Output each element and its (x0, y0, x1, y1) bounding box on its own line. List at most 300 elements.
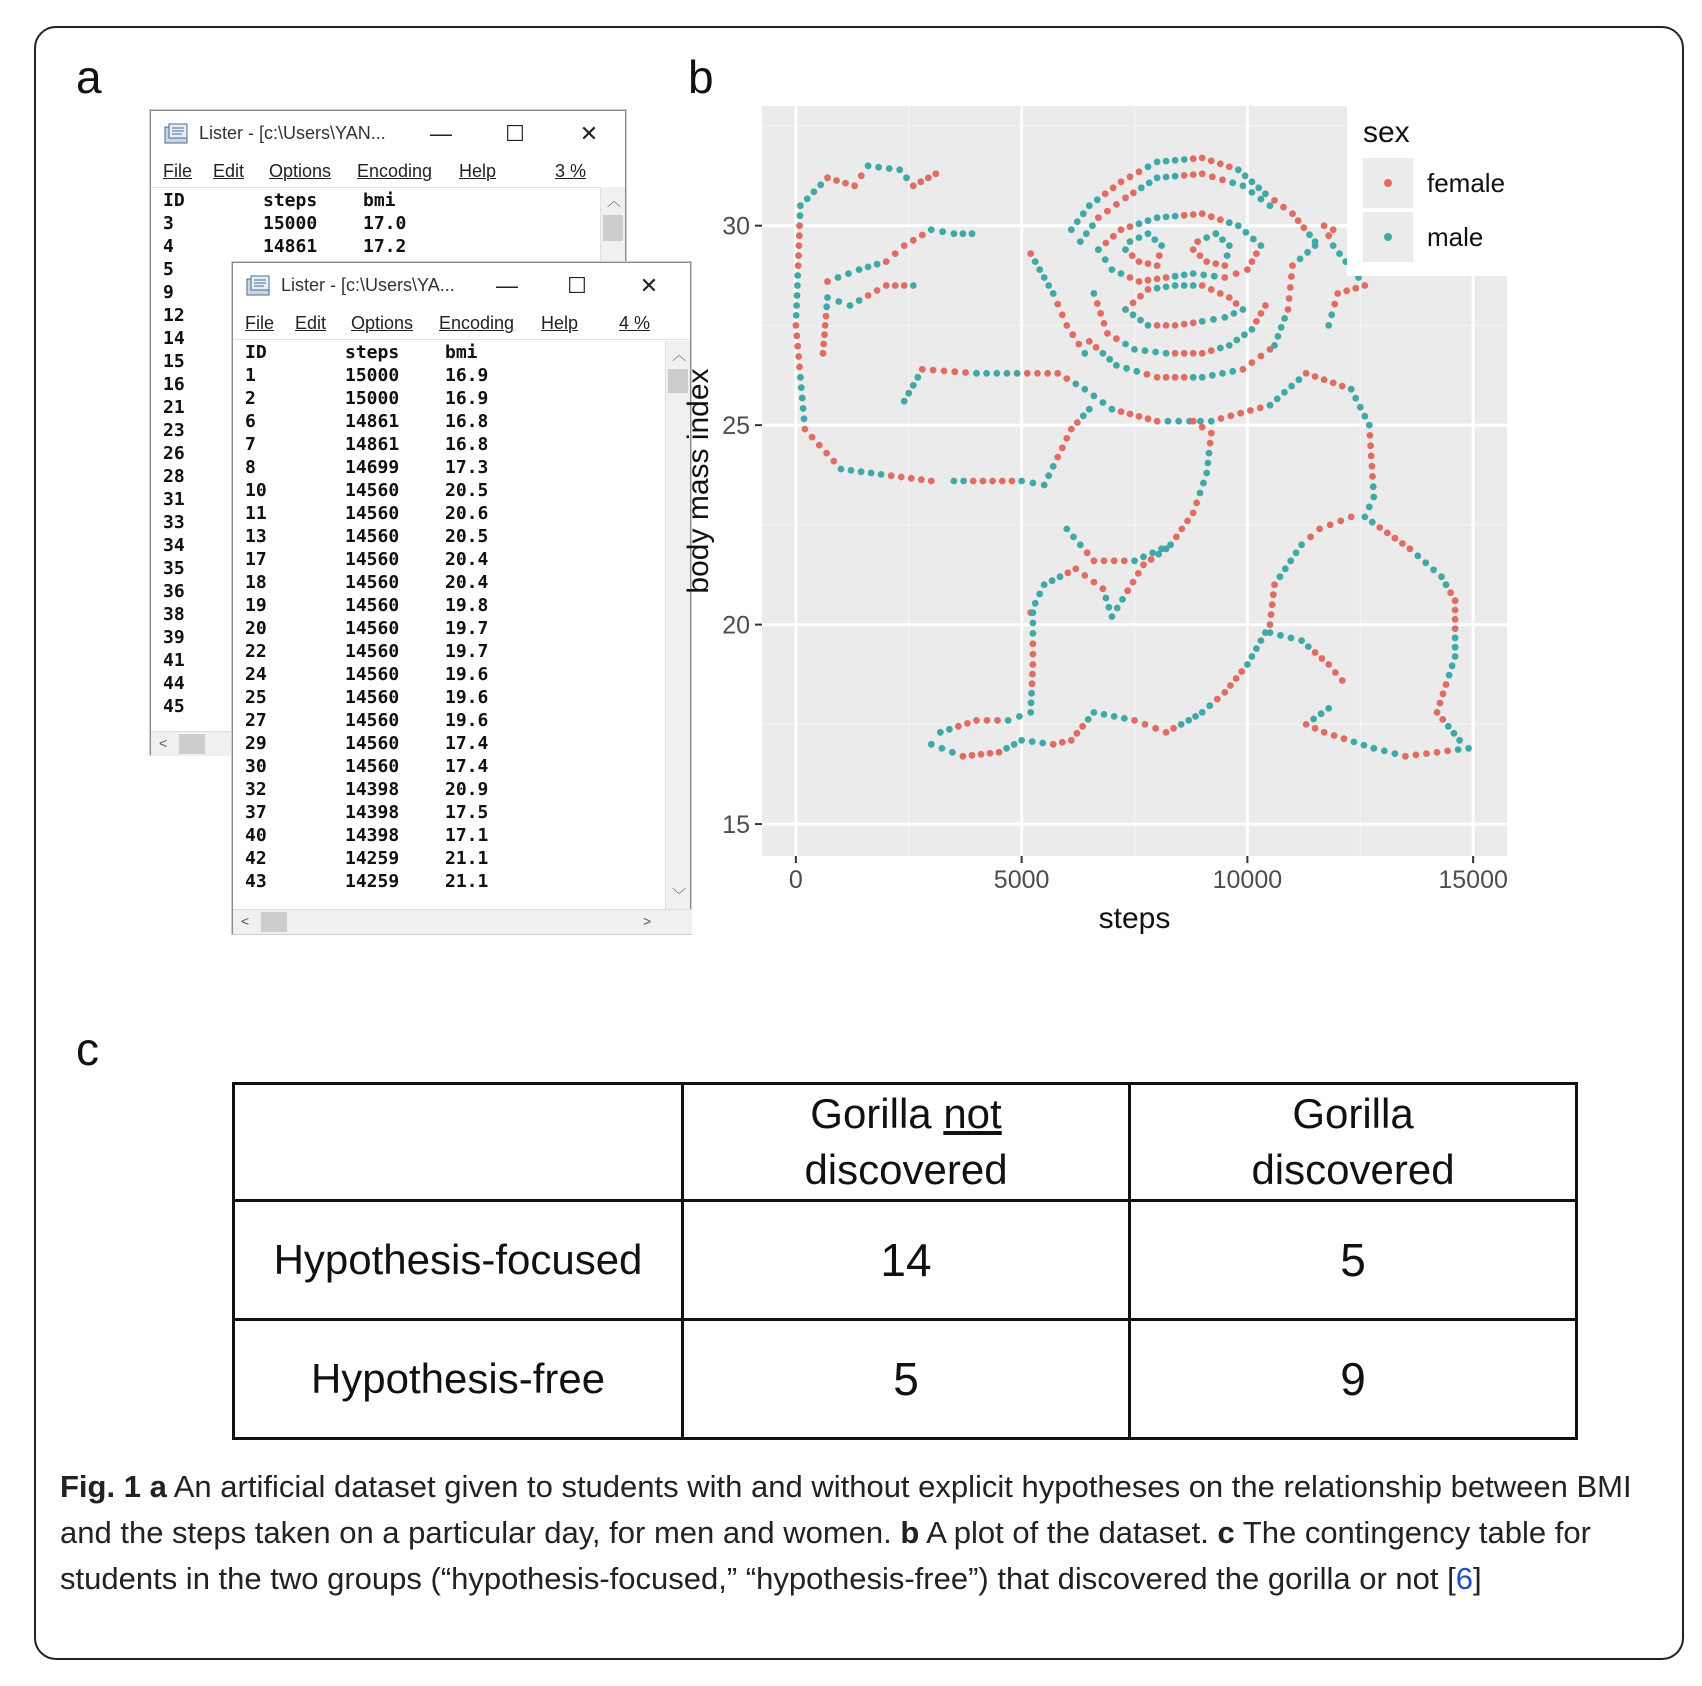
data-point (1158, 242, 1165, 249)
hscroll-thumb[interactable] (179, 734, 205, 754)
data-point (1370, 745, 1377, 752)
data-point (1004, 370, 1011, 377)
data-point (1124, 587, 1131, 594)
data-point (1361, 413, 1368, 420)
data-point (1384, 530, 1391, 537)
data-point (1127, 223, 1134, 230)
data-point (994, 717, 1001, 724)
cell-id: 6 (245, 411, 256, 432)
data-point (1212, 260, 1219, 267)
data-point (1110, 184, 1117, 191)
data-point (1122, 341, 1129, 348)
data-point (1306, 231, 1313, 238)
data-point (1376, 524, 1383, 531)
caption-label-b: b (900, 1515, 920, 1550)
data-point (1172, 173, 1179, 180)
data-point (1243, 229, 1250, 236)
data-point (1275, 333, 1282, 340)
data-point (809, 434, 816, 441)
data-point (1190, 155, 1197, 162)
data-point (1145, 322, 1152, 329)
data-point (1009, 478, 1016, 485)
data-point (1258, 196, 1265, 203)
data-point (905, 390, 912, 397)
data-point (917, 178, 924, 185)
legend-title: sex (1363, 116, 1410, 149)
data-point (1325, 322, 1332, 329)
col-bmi-header: bmi (363, 190, 396, 211)
data-point (793, 332, 800, 339)
data-point (1224, 252, 1231, 259)
hscroll-thumb[interactable] (261, 912, 287, 932)
cell-id: 19 (245, 595, 267, 616)
data-point (1154, 418, 1161, 425)
data-point (842, 180, 849, 187)
scroll-left-icon[interactable]: < (159, 735, 168, 751)
data-point (1095, 246, 1102, 253)
data-point (1163, 214, 1170, 221)
data-point (1392, 535, 1399, 542)
menu-edit[interactable]: Edit (295, 313, 327, 333)
data-point (1434, 749, 1441, 756)
col-header-not-discovered (683, 1084, 1130, 1201)
data-point (1018, 737, 1025, 744)
data-point (1100, 350, 1107, 357)
data-point (1287, 284, 1294, 291)
cell-id: 28 (163, 466, 185, 487)
data-point (1288, 383, 1295, 390)
data-point (1072, 381, 1079, 388)
cell-id: 33 (163, 512, 185, 533)
data-point (928, 741, 935, 748)
data-point (1197, 418, 1204, 425)
cell-steps: 14259 (345, 848, 400, 869)
minimize-icon[interactable]: — (496, 273, 518, 298)
cell-bmi: 19.6 (445, 687, 489, 708)
menu-file[interactable]: File (163, 161, 193, 181)
data-point (939, 228, 946, 235)
data-point (1361, 282, 1368, 289)
data-point (1101, 320, 1108, 327)
cell-bmi: 20.9 (445, 779, 489, 800)
data-point (1034, 370, 1041, 377)
data-point (1190, 270, 1197, 277)
data-point (1036, 591, 1043, 598)
data-point (1154, 322, 1161, 329)
data-point (794, 282, 801, 289)
data-point (1080, 412, 1087, 419)
data-point (1049, 577, 1056, 584)
cell-id: 41 (163, 650, 185, 671)
legend (1347, 106, 1511, 276)
data-point (845, 270, 852, 277)
data-point (1190, 350, 1197, 357)
cell-id: 20 (245, 618, 267, 639)
scatter-chart (682, 90, 1660, 1040)
data-point (824, 174, 831, 181)
data-point (1131, 557, 1138, 564)
data-point (1438, 573, 1445, 580)
maximize-icon[interactable]: ☐ (567, 273, 587, 298)
data-point (970, 478, 977, 485)
data-point (1203, 470, 1210, 477)
cell-id: 16 (163, 374, 185, 395)
cell-id: 13 (245, 526, 267, 547)
data-point (1208, 286, 1215, 293)
data-point (1298, 541, 1305, 548)
data-point (928, 226, 935, 233)
data-point (1219, 370, 1226, 377)
data-point (1233, 270, 1240, 277)
data-point (1235, 222, 1242, 229)
data-point (1113, 201, 1120, 208)
data-point (1172, 213, 1179, 220)
scroll-up-icon[interactable]: ︿ (607, 193, 621, 209)
data-point (1140, 553, 1147, 560)
scroll-right-icon[interactable]: > (643, 913, 652, 929)
data-point (796, 232, 803, 239)
data-point (1102, 256, 1109, 263)
data-point (883, 258, 890, 265)
data-point (1118, 226, 1125, 233)
cell-steps: 15000 (345, 365, 400, 386)
data-point (1086, 338, 1093, 345)
minimize-icon[interactable]: — (430, 121, 452, 146)
data-point (1074, 419, 1081, 426)
cell-bmi: 19.6 (445, 664, 489, 685)
data-point (1312, 373, 1319, 380)
data-point (1331, 732, 1338, 739)
data-point (987, 750, 994, 757)
cell-id: 1 (245, 365, 256, 386)
data-point (1028, 690, 1035, 697)
data-point (1229, 368, 1236, 375)
data-point (1199, 170, 1206, 177)
data-point (1102, 190, 1109, 197)
data-point (1316, 526, 1323, 533)
data-point (1233, 337, 1240, 344)
data-point (1127, 173, 1134, 180)
data-point (1111, 713, 1118, 720)
data-point (1130, 311, 1137, 318)
data-point (1154, 276, 1161, 283)
data-point (1154, 374, 1161, 381)
data-point (1286, 295, 1293, 302)
data-point (1211, 273, 1218, 280)
data-point (1452, 653, 1459, 660)
cell-id: 14 (163, 328, 185, 349)
cell-id: 8 (245, 457, 256, 478)
data-point (1163, 174, 1170, 181)
data-point (1190, 319, 1197, 326)
table-corner-cell (234, 1084, 683, 1201)
table-row (234, 1201, 1577, 1320)
menu-file[interactable]: File (245, 313, 275, 333)
caption-label-c: c (1217, 1515, 1235, 1550)
data-point (1343, 287, 1350, 294)
data-point (1226, 294, 1233, 301)
data-point (1278, 324, 1285, 331)
data-point (821, 331, 828, 338)
cell-steps: 14560 (345, 641, 400, 662)
data-point (1422, 559, 1429, 566)
cell-id: 34 (163, 535, 185, 556)
cell-id: 22 (245, 641, 267, 662)
menu-options[interactable]: Options (269, 161, 332, 181)
cell-bmi: 20.4 (445, 572, 489, 593)
data-point (1269, 601, 1276, 608)
data-point (1217, 345, 1224, 352)
data-point (800, 405, 807, 412)
data-point (1077, 541, 1084, 548)
data-point (796, 222, 803, 229)
data-point (1257, 405, 1264, 412)
data-point (1069, 331, 1076, 338)
menu-help[interactable]: Help (459, 161, 497, 181)
data-point (1130, 579, 1137, 586)
caption-reference-link[interactable]: 6 (1455, 1561, 1473, 1596)
data-point (1101, 711, 1108, 718)
cell-steps: 14560 (345, 572, 400, 593)
data-point (1253, 318, 1260, 325)
panel-label-a: a (76, 51, 102, 103)
data-point (1030, 609, 1037, 616)
cell-bmi: 20.4 (445, 549, 489, 570)
data-point (1130, 189, 1137, 196)
data-point (1095, 214, 1102, 221)
data-point (1029, 671, 1036, 678)
cell-id: 31 (163, 489, 185, 510)
data-point (1113, 362, 1120, 369)
data-point (1369, 463, 1376, 470)
data-point (1289, 210, 1296, 217)
data-point (1154, 174, 1161, 181)
cell-id: 42 (245, 848, 267, 869)
data-point (1086, 202, 1093, 209)
data-point (1250, 236, 1257, 243)
data-point (1122, 306, 1129, 313)
data-point (794, 292, 801, 299)
data-point (928, 478, 935, 485)
data-point (835, 298, 842, 305)
data-point (816, 442, 823, 449)
data-point (1122, 246, 1129, 253)
data-point (1330, 226, 1337, 233)
data-point (1113, 335, 1120, 342)
data-point (910, 182, 917, 189)
menu-encoding[interactable]: Encoding (439, 313, 515, 333)
data-point (1032, 600, 1039, 607)
data-point (1145, 277, 1152, 284)
cell-steps: 14861 (345, 411, 400, 432)
cell-steps: 15000 (263, 213, 318, 234)
menu-help[interactable]: Help (541, 313, 579, 333)
lister-window-front[interactable] (232, 262, 691, 934)
row-label: Hypothesis-free (234, 1320, 683, 1439)
data-point (1277, 573, 1284, 580)
data-point (1221, 262, 1228, 269)
cell-steps: 14560 (345, 549, 400, 570)
data-point (980, 478, 987, 485)
data-point (1445, 723, 1452, 730)
data-point (802, 426, 809, 433)
data-point (1298, 637, 1305, 644)
data-point (878, 471, 885, 478)
cell-bmi: 17.5 (445, 802, 489, 823)
data-point (1163, 322, 1170, 329)
caption-text-a: An artificial dataset given to students with and without explicit hypotheses on the relationship between BMI and the steps taken on a particular day, for men and women. (60, 1469, 1632, 1550)
data-point (1271, 197, 1278, 204)
data-point (1233, 675, 1240, 682)
data-point (1030, 630, 1037, 637)
data-point (1163, 274, 1170, 281)
menu-edit[interactable]: Edit (213, 161, 245, 181)
data-point (1089, 222, 1096, 229)
data-point (1327, 522, 1334, 529)
data-point (1258, 242, 1265, 249)
scroll-down-icon[interactable]: ﹀ (672, 887, 686, 903)
data-point (1351, 739, 1358, 746)
scroll-thumb[interactable] (603, 215, 623, 241)
data-point (1240, 182, 1247, 189)
lister-titlebar[interactable] (233, 263, 690, 309)
data-point (820, 350, 827, 357)
data-point (1370, 483, 1377, 490)
data-point (1270, 591, 1277, 598)
panel-label-b: b (688, 51, 714, 103)
data-point (1212, 230, 1219, 237)
data-point (823, 450, 830, 457)
data-point (1011, 741, 1018, 748)
cell-bmi: 19.8 (445, 595, 489, 616)
data-point (1077, 238, 1084, 245)
data-point (1041, 482, 1048, 489)
data-point (937, 729, 944, 736)
data-point (1230, 310, 1237, 317)
data-point (1190, 211, 1197, 218)
data-point (1118, 178, 1125, 185)
data-point (1295, 217, 1302, 224)
data-point (1310, 716, 1317, 723)
cell-id: 44 (163, 673, 185, 694)
data-point (793, 322, 800, 329)
data-point (1217, 216, 1224, 223)
cell-steps: 14560 (345, 687, 400, 708)
data-point (1221, 314, 1228, 321)
horizontal-scrollbar[interactable] (233, 909, 692, 934)
col-header-text: Gorilla (810, 1090, 944, 1137)
data-point (1381, 748, 1388, 755)
data-point (1443, 681, 1450, 688)
data-point (896, 166, 903, 173)
data-point (1142, 347, 1149, 354)
data-point (1165, 418, 1172, 425)
data-point (1121, 715, 1128, 722)
data-point (1079, 723, 1086, 730)
data-point (1229, 179, 1236, 186)
scroll-up-icon[interactable]: ︿ (672, 347, 686, 363)
data-point (851, 182, 858, 189)
data-point (1413, 752, 1420, 759)
data-point (1063, 435, 1070, 442)
data-point (1145, 286, 1152, 293)
menu-options[interactable]: Options (351, 313, 414, 333)
data-point (1367, 432, 1374, 439)
data-point (1247, 407, 1254, 414)
table-cell: 5 (1130, 1201, 1577, 1320)
data-point (1063, 322, 1070, 329)
menu-encoding[interactable]: Encoding (357, 161, 433, 181)
lister-app-icon (163, 123, 191, 147)
data-point (1123, 365, 1130, 372)
data-point (1208, 213, 1215, 220)
data-point (1190, 374, 1197, 381)
data-point (1163, 158, 1170, 165)
data-point (1149, 549, 1156, 556)
close-icon[interactable]: ✕ (579, 121, 599, 146)
scroll-percent: 3 % (555, 161, 587, 181)
data-point (999, 478, 1006, 485)
close-icon[interactable]: ✕ (639, 273, 659, 298)
scroll-percent: 4 % (619, 313, 651, 333)
data-point (1181, 374, 1188, 381)
data-point (1199, 709, 1206, 716)
data-point (797, 212, 804, 219)
data-point (1449, 662, 1456, 669)
data-point (1103, 595, 1110, 602)
cell-bmi: 17.3 (445, 457, 489, 478)
data-point (804, 195, 811, 202)
data-point (960, 230, 967, 237)
data-point (1050, 741, 1057, 748)
data-point (1100, 399, 1107, 406)
data-point (1452, 625, 1459, 632)
lister-titlebar[interactable] (151, 111, 625, 157)
data-point (1054, 370, 1061, 377)
data-point (1219, 176, 1226, 183)
data-point (848, 467, 855, 474)
data-point (1154, 262, 1161, 269)
data-point (1137, 293, 1144, 300)
maximize-icon[interactable]: ☐ (505, 121, 525, 146)
data-point (892, 250, 899, 257)
data-point (1192, 713, 1199, 720)
data-point (1127, 238, 1134, 245)
data-point (1199, 155, 1206, 162)
cell-id: 23 (163, 420, 185, 441)
scroll-left-icon[interactable]: < (241, 913, 250, 929)
data-point (1369, 519, 1376, 526)
data-point (1154, 214, 1161, 221)
data-point (1094, 196, 1101, 203)
data-point (1439, 716, 1446, 723)
data-point (1361, 742, 1368, 749)
data-point (993, 370, 1000, 377)
data-point (1451, 730, 1458, 737)
data-point (1081, 386, 1088, 393)
data-point (1208, 418, 1215, 425)
cell-id: 43 (245, 871, 267, 892)
data-point (858, 172, 865, 179)
data-point (1452, 597, 1459, 604)
data-point (1285, 306, 1292, 313)
data-point (1068, 226, 1075, 233)
data-point (1367, 442, 1374, 449)
data-point (1227, 682, 1234, 689)
data-point (1268, 611, 1275, 618)
data-point (1172, 374, 1179, 381)
cell-steps: 14560 (345, 733, 400, 754)
